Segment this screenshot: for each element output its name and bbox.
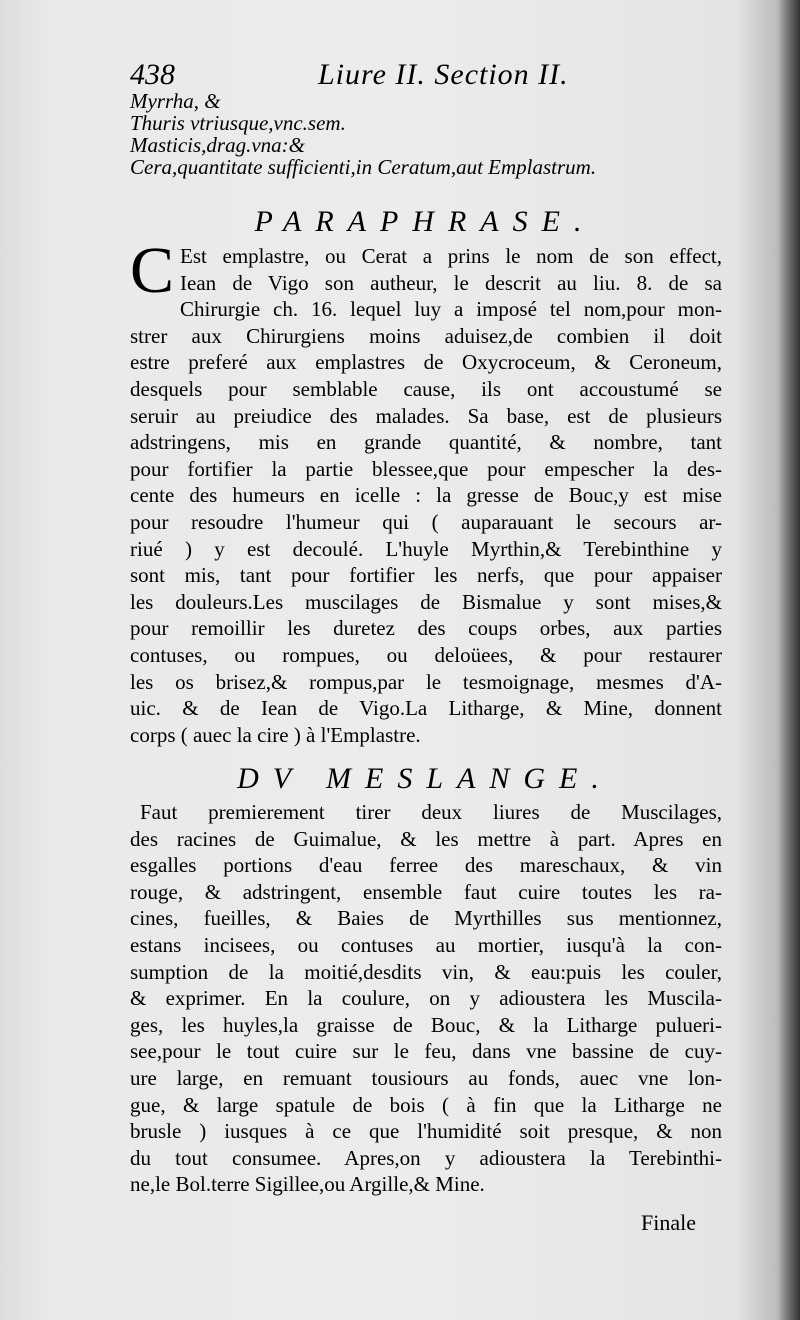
text-line: desquels pour semblable cause, ils ont accoustumé se — [130, 376, 722, 401]
recipe-line: Thuris vtriusque,vnc.sem. — [130, 111, 346, 135]
text-line: Iean de Vigo son autheur, le descrit au liu. 8. de sa — [180, 270, 722, 295]
catchword: Finale — [641, 1210, 696, 1235]
text-line: cines, fueilles, & Baies de Myrthilles sus mentionnez, — [130, 906, 722, 931]
recipe-list — [130, 90, 730, 178]
text-line: & exprimer. En la coulure, on y adioustera les Muscila- — [130, 986, 722, 1011]
text-line: ne,le Bol.terre Sigillee,ou Argille,& Mine. — [130, 1172, 485, 1197]
text-line: rouge, & adstringent, ensemble faut cuire toutes les ra- — [130, 879, 722, 904]
running-head — [130, 58, 720, 92]
running-title: Liure II. Section II. — [318, 58, 569, 91]
text-line: sumption de la moitié,desdits vin, & eau:puis les couler, — [130, 959, 722, 984]
section-heading-meslange: DV MESLANGE. — [237, 762, 613, 795]
text-line: les os brisez,& rompus,par le tesmoignage, mesmes d'A- — [130, 669, 722, 694]
text-line: ges, les huyles,la graisse de Bouc, & la Litharge pulueri- — [130, 1012, 722, 1037]
text-line: brusle ) iusques à ce que l'humidité soit presque, & non — [130, 1119, 722, 1144]
text-line: Chirurgie ch. 16. lequel luy a imposé tel nom,pour mon- — [180, 297, 722, 322]
text-line: esgalles portions d'eau ferree des mareschaux, & vin — [130, 853, 722, 878]
recipe-line: Myrrha, & — [130, 89, 221, 113]
text-line: ure large, en remuant tousiours au fonds, auec vne lon- — [130, 1065, 722, 1090]
text-line: estre preferé aux emplastres de Oxycroceum, & Ceroneum, — [130, 350, 722, 375]
text-line: cente des humeurs en icelle : la gresse de Bouc,y est mise — [130, 483, 722, 508]
recipe-line: Cera,quantitate sufficienti,in Ceratum,aut Emplastrum. — [130, 155, 597, 179]
text-line: du tout consumee. Apres,on y adioustera la Terebinthi- — [130, 1145, 722, 1170]
text-line: sont mis, tant pour fortifier les nerfs, que pour appaiser — [130, 563, 722, 588]
page-number: 438 — [130, 58, 175, 91]
text-line: pour remoillir les duretez des coups orbes, aux parties — [130, 616, 722, 641]
text-line: des racines de Guimalue, & les mettre à part. Apres en — [130, 826, 722, 851]
text-line: contuses, ou rompues, ou deloüees, & pour restaurer — [130, 642, 722, 667]
text-line: les douleurs.Les muscilages de Bismalue y sont mises,& — [130, 589, 722, 614]
text-line: Faut premierement tirer deux liures de Muscilages, — [140, 800, 722, 824]
text-line: gue, & large spatule de bois ( à fin que la Litharge ne — [130, 1092, 722, 1117]
paraphrase-paragraph — [130, 234, 722, 748]
text-line: uic. & de Iean de Vigo.La Litharge, & Mine, donnent — [130, 696, 722, 721]
text-line: pour resoudre l'humeur qui ( auparauant le secours ar- — [130, 509, 722, 534]
text-line: corps ( auec la cire ) à l'Emplastre. — [130, 722, 421, 747]
text-line: estans incisees, ou contuses au mortier, iusqu'à la con- — [130, 932, 722, 957]
text-line: adstringens, mis en grande quantité, & nombre, tant — [130, 430, 722, 455]
text-line: see,pour le tout cuire sur le feu, dans vne bassine de cuy- — [130, 1039, 722, 1064]
section-heading-paraphrase: PARAPHRASE. — [254, 205, 596, 238]
text-line: Est emplastre, ou Cerat a prins le nom de son effect, — [180, 244, 722, 268]
drop-cap: C — [130, 234, 175, 307]
text-line: pour fortifier la partie blessee,que pour empescher la des- — [130, 456, 722, 481]
recipe-line: Masticis,drag.vna:& — [130, 133, 305, 157]
meslange-paragraph — [130, 799, 722, 1198]
text-line: strer aux Chirurgiens moins aduisez,de combien il doit — [130, 323, 722, 348]
text-line: seruir au preiudice des malades. Sa base, est de plusieurs — [130, 403, 722, 428]
text-line: riué ) y est decoulé. L'huyle Myrthin,& Terebinthine y — [130, 536, 722, 561]
page-edge-shadow — [778, 0, 800, 1320]
